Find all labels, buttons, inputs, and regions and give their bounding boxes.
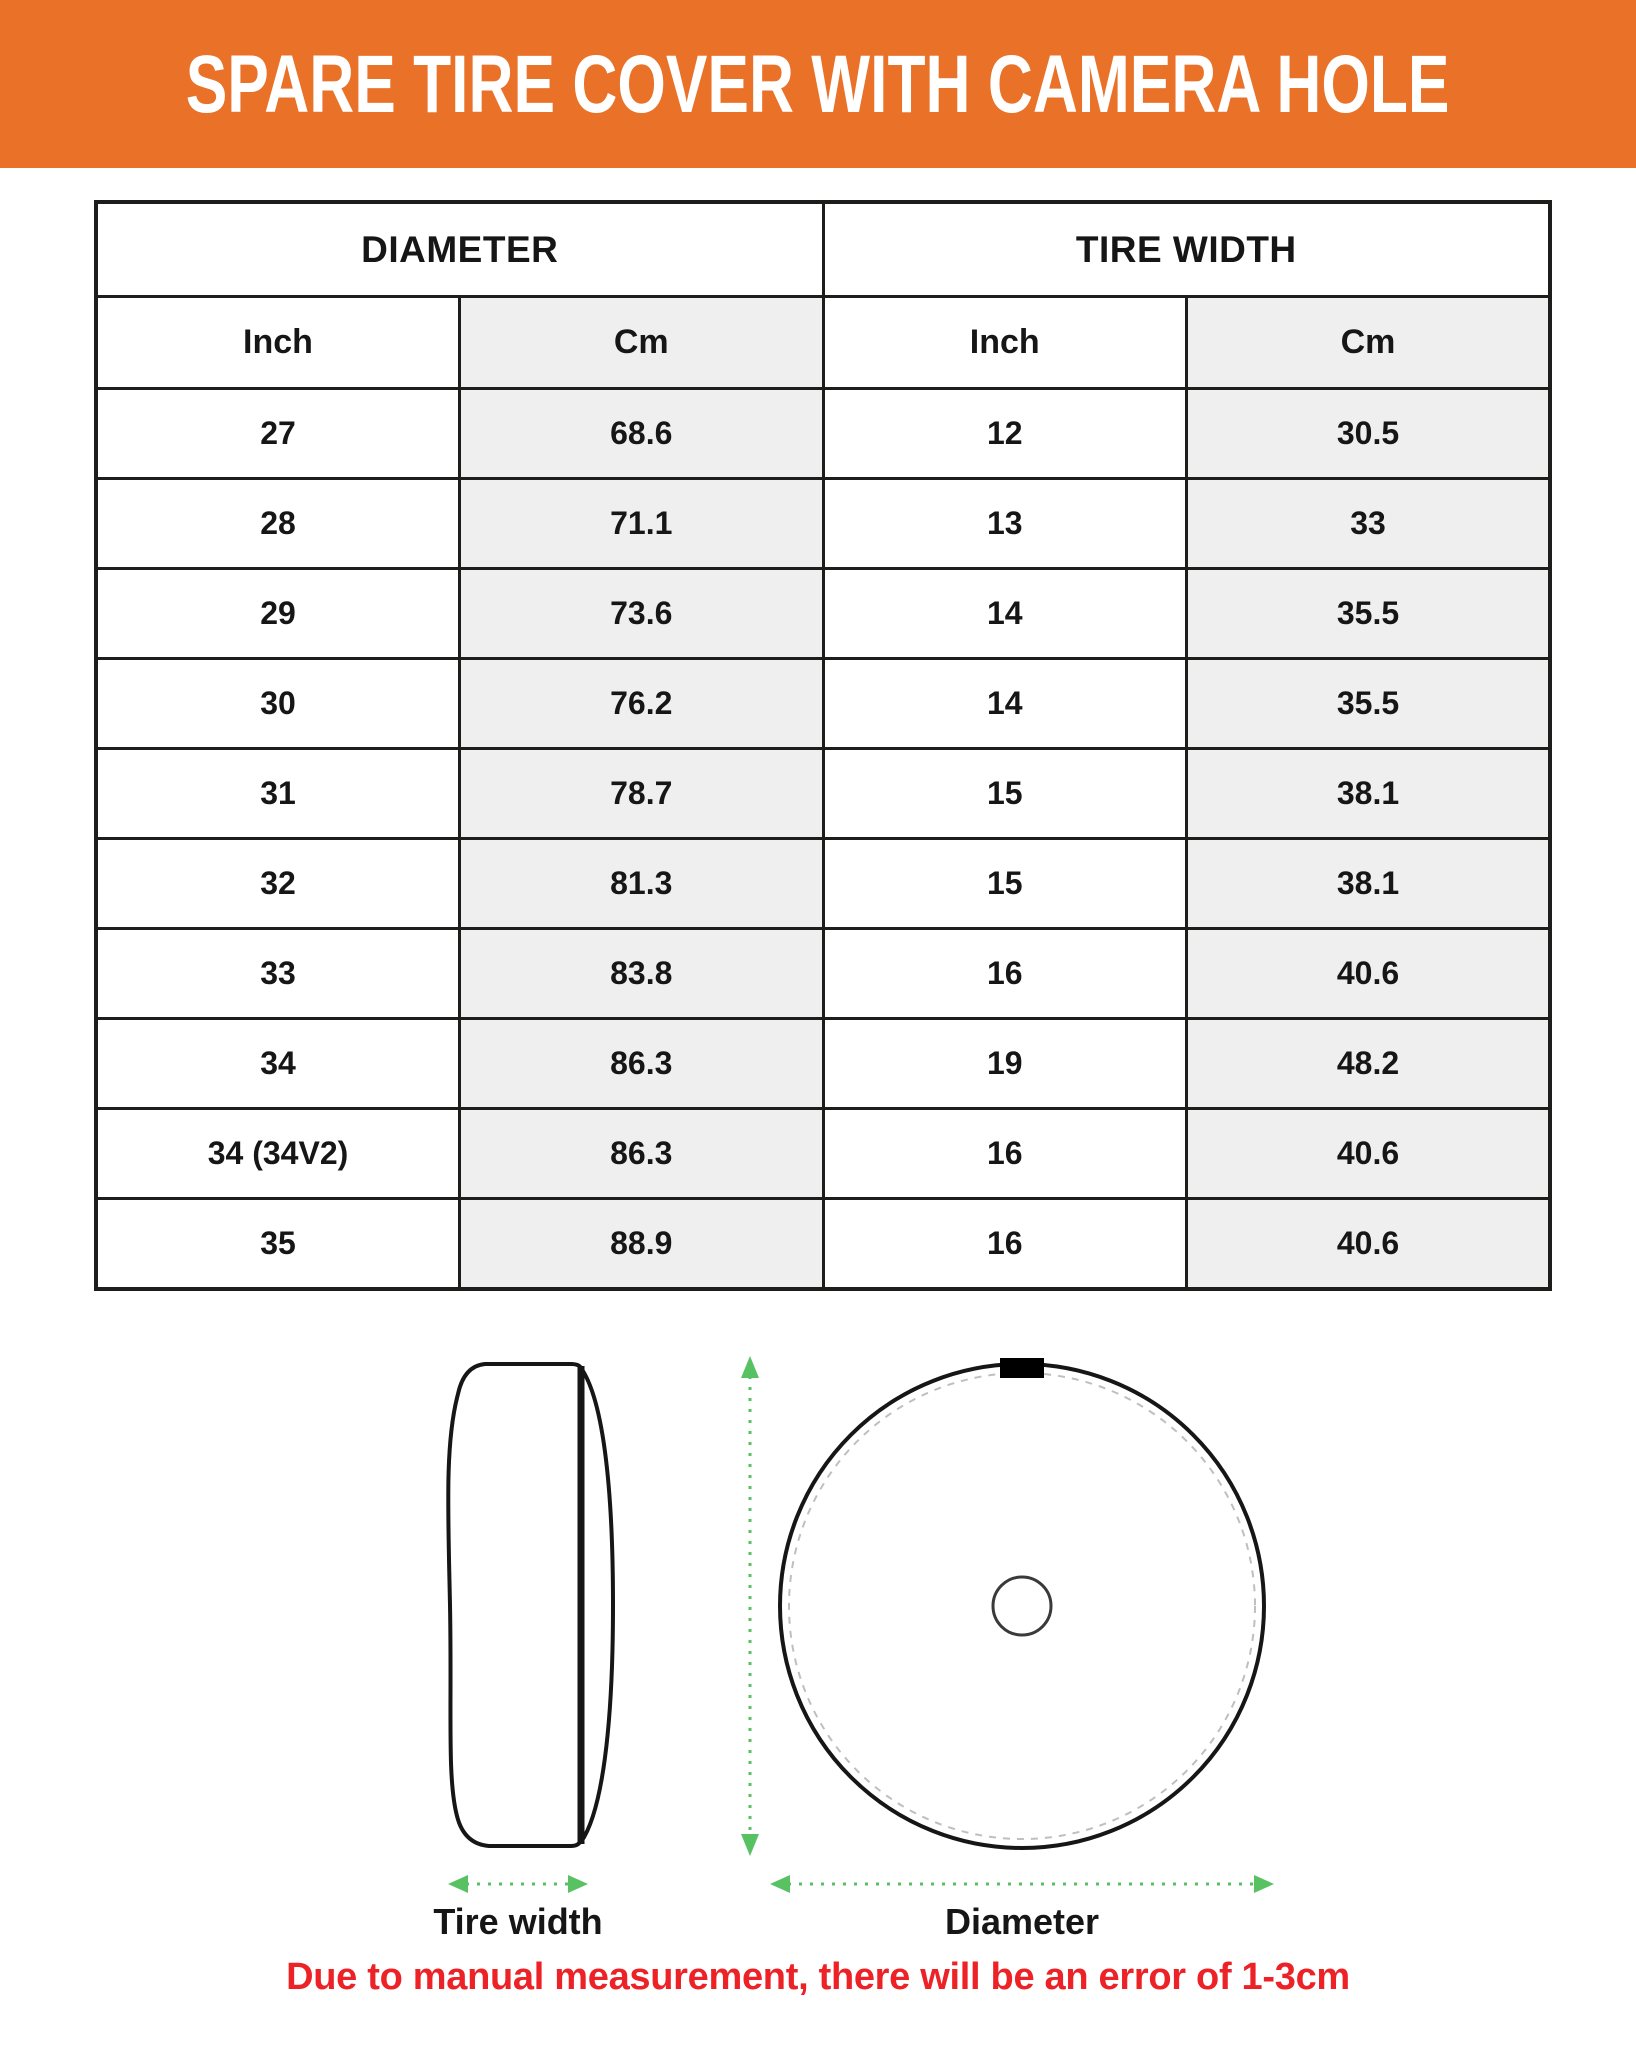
table-cell: 30 <box>96 659 460 749</box>
table-cell: 13 <box>823 479 1187 569</box>
size-table <box>94 200 1552 1291</box>
table-cell: 40.6 <box>1187 1199 1551 1290</box>
table-row <box>96 389 1550 479</box>
table-cell: 38.1 <box>1187 839 1551 929</box>
strap-mark <box>1000 1358 1044 1378</box>
tire-width-arrow <box>448 1875 588 1893</box>
diameter-label: Diameter <box>944 1901 1100 1942</box>
camera-hole <box>993 1577 1051 1635</box>
table-cell: 68.6 <box>460 389 824 479</box>
table-row <box>96 1109 1550 1199</box>
table-cell: 14 <box>823 569 1187 659</box>
table-cell: 19 <box>823 1019 1187 1109</box>
tire-front-view <box>780 1358 1264 1848</box>
table-cell: 71.1 <box>460 479 824 569</box>
table-cell: 29 <box>96 569 460 659</box>
group-header-row <box>96 202 1550 297</box>
table-cell: 28 <box>96 479 460 569</box>
table-cell: 15 <box>823 839 1187 929</box>
diameter-arrow <box>770 1875 1274 1893</box>
table-cell: 33 <box>1187 479 1551 569</box>
table-cell: 40.6 <box>1187 929 1551 1019</box>
page-banner <box>0 0 1636 168</box>
table-cell: 16 <box>823 1199 1187 1290</box>
table-cell: 31 <box>96 749 460 839</box>
table-cell: 16 <box>823 929 1187 1019</box>
table-cell: 76.2 <box>460 659 824 749</box>
table-cell: 15 <box>823 749 1187 839</box>
table-row <box>96 929 1550 1019</box>
table-cell: 35 <box>96 1199 460 1290</box>
table-row <box>96 659 1550 749</box>
table-cell: 78.7 <box>460 749 824 839</box>
table-cell: 35.5 <box>1187 569 1551 659</box>
size-table-body <box>96 389 1550 1290</box>
table-cell: 34 (34V2) <box>96 1109 460 1199</box>
table-cell: 81.3 <box>460 839 824 929</box>
table-row <box>96 839 1550 929</box>
table-cell: 40.6 <box>1187 1109 1551 1199</box>
sub-header-row <box>96 297 1550 389</box>
tire-width-label: Tire width <box>433 1901 603 1942</box>
table-cell: 88.9 <box>460 1199 824 1290</box>
table-cell: 86.3 <box>460 1109 824 1199</box>
table-cell: 83.8 <box>460 929 824 1019</box>
measurement-note: Due to manual measurement, there will be an error of 1-3cm <box>286 1956 1350 1998</box>
table-cell: 30.5 <box>1187 389 1551 479</box>
table-cell: 16 <box>823 1109 1187 1199</box>
table-row <box>96 749 1550 839</box>
table-row <box>96 1199 1550 1290</box>
table-cell: 14 <box>823 659 1187 749</box>
subheader-diameter-cm: Cm <box>460 297 824 389</box>
table-cell: 32 <box>96 839 460 929</box>
table-cell: 27 <box>96 389 460 479</box>
table-row <box>96 479 1550 569</box>
tire-side-outer-bulge <box>581 1368 613 1842</box>
size-table-container <box>94 200 1552 1291</box>
table-cell: 38.1 <box>1187 749 1551 839</box>
subheader-diameter-inch: Inch <box>96 297 460 389</box>
vertical-diameter-arrow <box>741 1356 759 1856</box>
table-cell: 12 <box>823 389 1187 479</box>
subheader-tirewidth-inch: Inch <box>823 297 1187 389</box>
table-cell: 35.5 <box>1187 659 1551 749</box>
tire-side-view <box>448 1364 613 1846</box>
group-header-tire-width: TIRE WIDTH <box>823 202 1550 297</box>
group-header-diameter: DIAMETER <box>96 202 823 297</box>
table-cell: 34 <box>96 1019 460 1109</box>
page-title: SPARE TIRE COVER WITH CAMERA HOLE <box>186 38 1450 130</box>
table-row <box>96 1019 1550 1109</box>
table-row <box>96 569 1550 659</box>
tire-measurement-diagram <box>0 1340 1636 1960</box>
tire-side-body <box>448 1364 581 1846</box>
table-cell: 73.6 <box>460 569 824 659</box>
subheader-tirewidth-cm: Cm <box>1187 297 1551 389</box>
table-cell: 86.3 <box>460 1019 824 1109</box>
table-cell: 48.2 <box>1187 1019 1551 1109</box>
table-cell: 33 <box>96 929 460 1019</box>
